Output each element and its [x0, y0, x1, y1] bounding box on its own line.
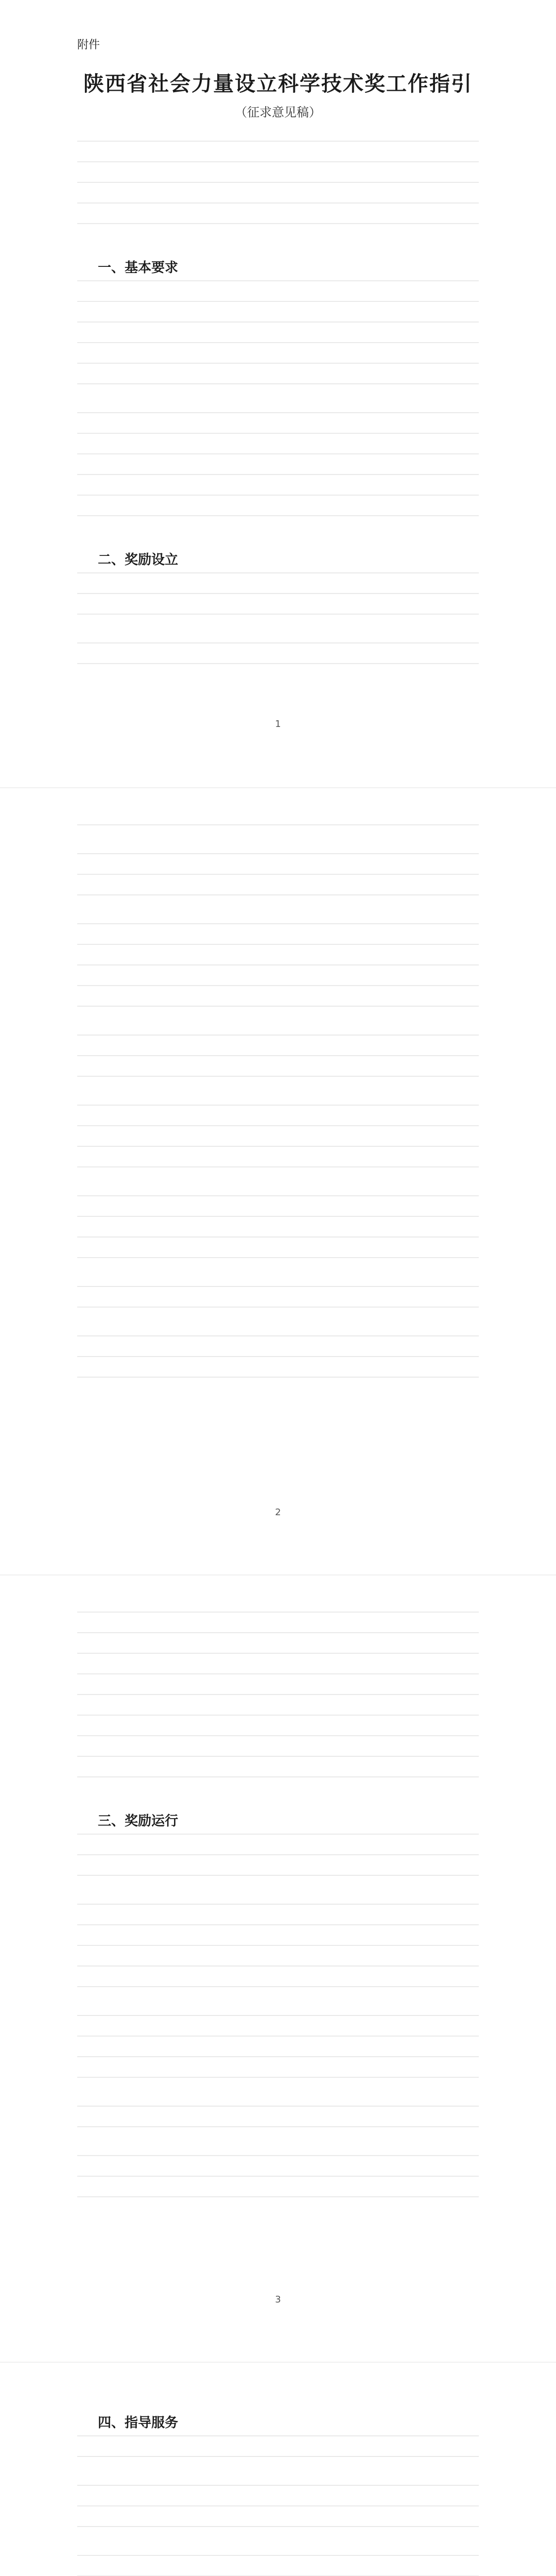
section-heading-basic: 一、基本要求	[98, 260, 179, 276]
body-paragraph	[77, 2106, 479, 2147]
body-paragraph	[77, 923, 479, 1026]
body-paragraph	[77, 642, 479, 684]
page-number: 1	[275, 719, 281, 730]
annex-label: 附件	[77, 39, 100, 52]
body-paragraph	[77, 2015, 479, 2097]
body-paragraph	[77, 824, 479, 845]
section-heading-guidance: 四、指导服务	[98, 2415, 179, 2431]
body-paragraph	[77, 2155, 479, 2217]
document-subtitle: （征求意见稿）	[235, 105, 321, 120]
body-paragraph	[77, 1834, 479, 1895]
body-paragraph	[77, 572, 479, 634]
body-paragraph	[77, 2555, 479, 2576]
document-page-2	[0, 787, 556, 1574]
body-paragraph	[77, 1904, 479, 2007]
body-paragraph	[77, 1035, 479, 1096]
document-page-4	[0, 2362, 556, 2576]
body-paragraph	[77, 1286, 479, 1327]
body-paragraph	[77, 1105, 479, 1187]
document-page-3	[0, 1574, 556, 2361]
body-paragraph	[77, 412, 479, 536]
body-paragraph	[77, 2435, 479, 2477]
page-number: 3	[275, 2294, 281, 2305]
page-number: 2	[275, 1507, 281, 1518]
body-paragraph	[77, 1335, 479, 1397]
intro-paragraph	[77, 141, 479, 244]
section-heading-setup: 二、奖励设立	[98, 552, 179, 568]
body-paragraph	[77, 1195, 479, 1278]
document-title: 陕西省社会力量设立科学技术奖工作指引	[83, 72, 473, 96]
section-heading-operation: 三、奖励运行	[98, 1814, 179, 1829]
body-paragraph	[77, 280, 479, 404]
body-paragraph	[77, 1612, 479, 1797]
document-page-1	[0, 0, 556, 787]
body-paragraph	[77, 853, 479, 915]
body-paragraph	[77, 2485, 479, 2547]
